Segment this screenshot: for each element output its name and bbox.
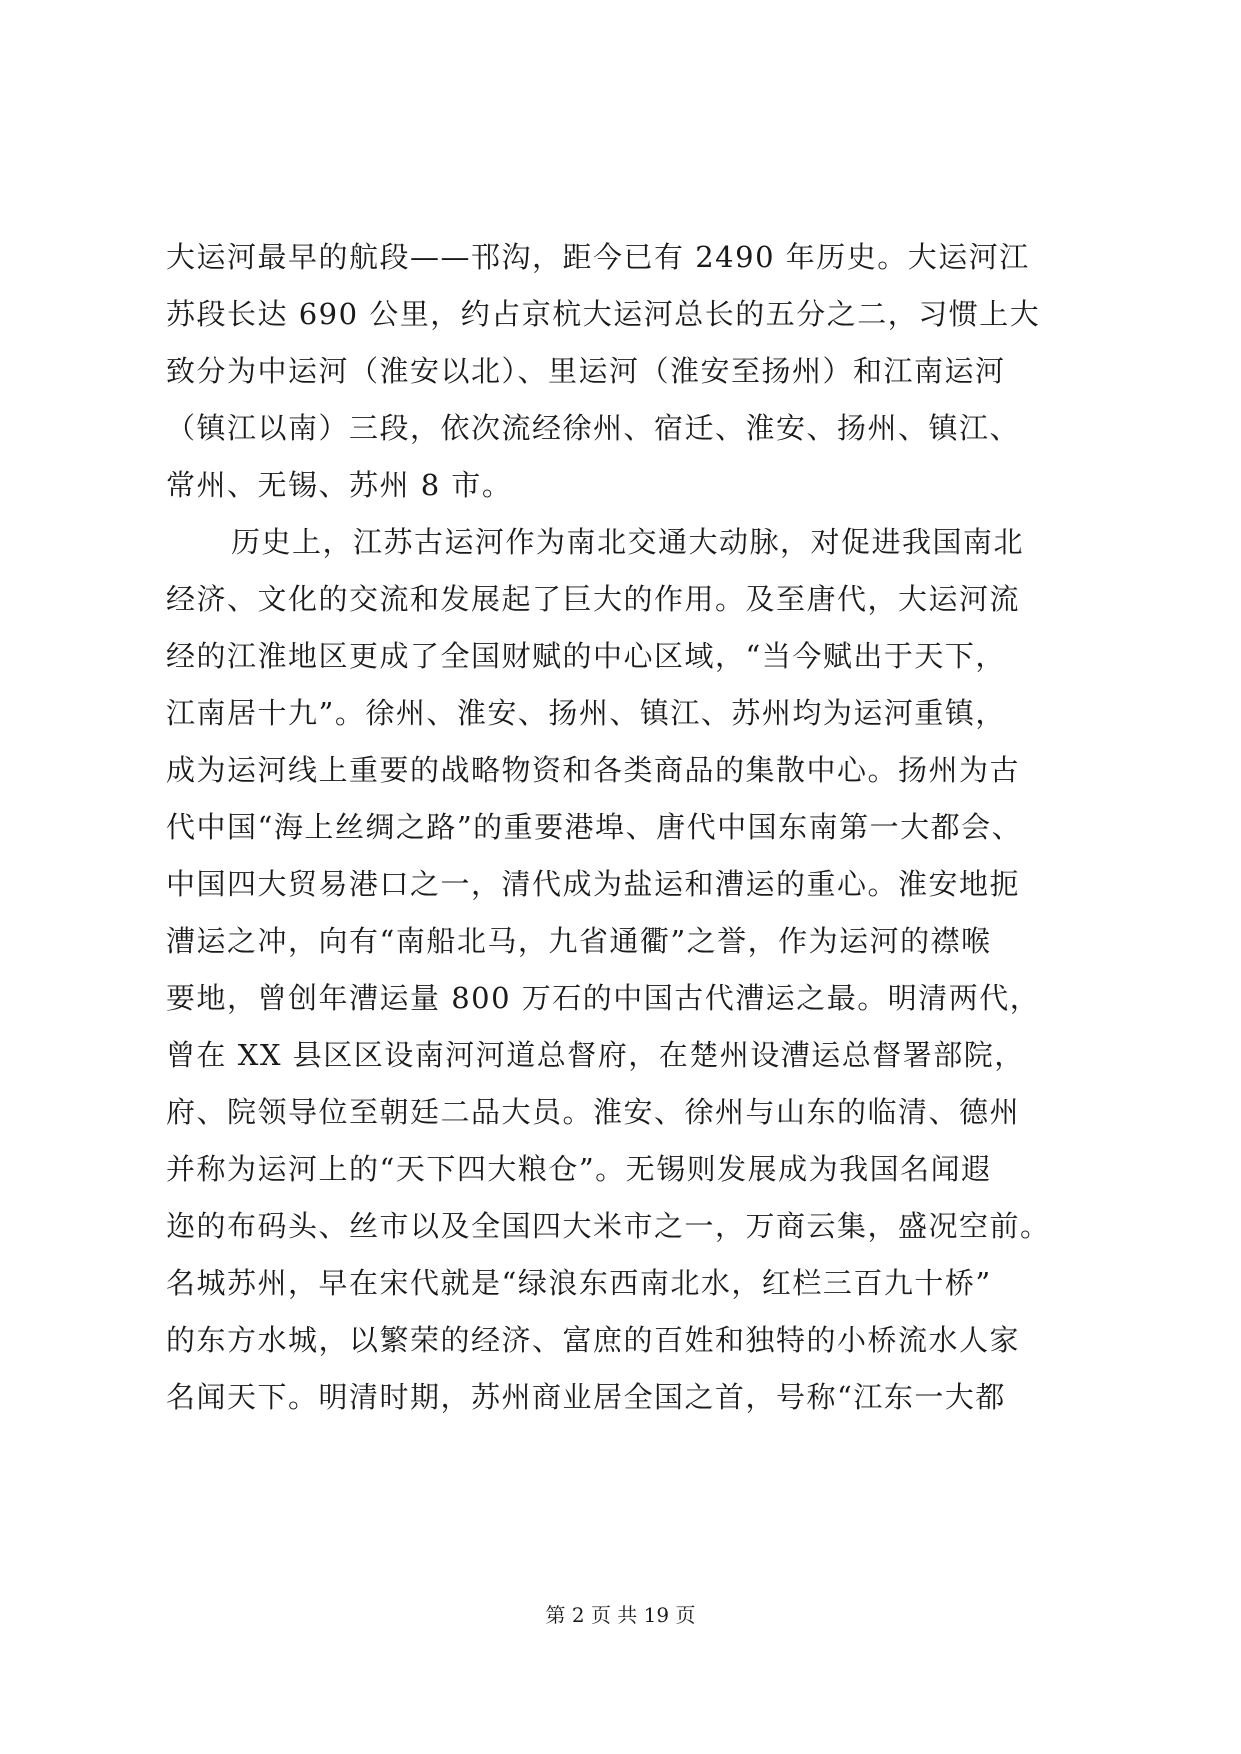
text-line: 经的江淮地区更成了全国财赋的中心区域，“当今赋出于天下，: [166, 639, 1006, 673]
text-line: （镇江以南）三段，依次流经徐州、宿迁、淮安、扬州、镇江、: [166, 411, 1021, 445]
text-line: 漕运之冲，向有“南船北马，九省通衢”之誉，作为运河的襟喉: [166, 924, 992, 958]
text-line: 大运河最早的航段——邗沟，距今已有 2490 年历史。大运河江: [166, 240, 1030, 274]
text-line: 经济、文化的交流和发展起了巨大的作用。及至唐代，大运河流: [166, 582, 1021, 616]
text-line: 迩的布码头、丝市以及全国四大米市之一，万商云集，盛况空前。: [166, 1209, 1051, 1243]
body-text: [166, 229, 1086, 1426]
text-line: 曾在 XX 县区区设南河河道总督府，在楚州设漕运总督署部院，: [166, 1038, 1025, 1072]
text-line: 的东方水城，以繁荣的经济、富庶的百姓和独特的小桥流水人家: [166, 1323, 1021, 1357]
text-line: 成为运河线上重要的战略物资和各类商品的集散中心。扬州为古: [166, 753, 1021, 787]
text-line: 要地，曾创年漕运量 800 万石的中国古代漕运之最。明清两代，: [166, 981, 1041, 1015]
text-line: 常州、无锡、苏州 8 市。: [166, 468, 513, 502]
text-line: 并称为运河上的“天下四大粮仓”。无锡则发展成为我国名闻遐: [166, 1152, 992, 1186]
text-line: 江南居十九”。徐州、淮安、扬州、镇江、苏州均为运河重镇，: [166, 696, 1006, 730]
text-line: 苏段长达 690 公里，约占京杭大运河总长的五分之二，习惯上大: [166, 297, 1041, 331]
text-line: 府、院领导位至朝廷二品大员。淮安、徐州与山东的临清、德州: [166, 1095, 1021, 1129]
text-line: 名闻天下。明清时期，苏州商业居全国之首，号称“江东一大都: [166, 1380, 1006, 1414]
text-line: 代中国“海上丝绸之路”的重要港埠、唐代中国东南第一大都会、: [166, 810, 1023, 844]
text-line: 致分为中运河（淮安以北）、里运河（淮安至扬州）和江南运河: [166, 354, 1006, 388]
text-line: 名城苏州，早在宋代就是“绿浪东西南北水，红栏三百九十桥”: [166, 1266, 992, 1300]
page-number: 第 2 页 共 19 页: [545, 1603, 696, 1627]
text-line: 中国四大贸易港口之一，清代成为盐运和漕运的重心。淮安地扼: [166, 867, 1021, 901]
paragraph-start-line: 历史上，江苏古运河作为南北交通大动脉，对促进我国南北: [231, 525, 1025, 559]
